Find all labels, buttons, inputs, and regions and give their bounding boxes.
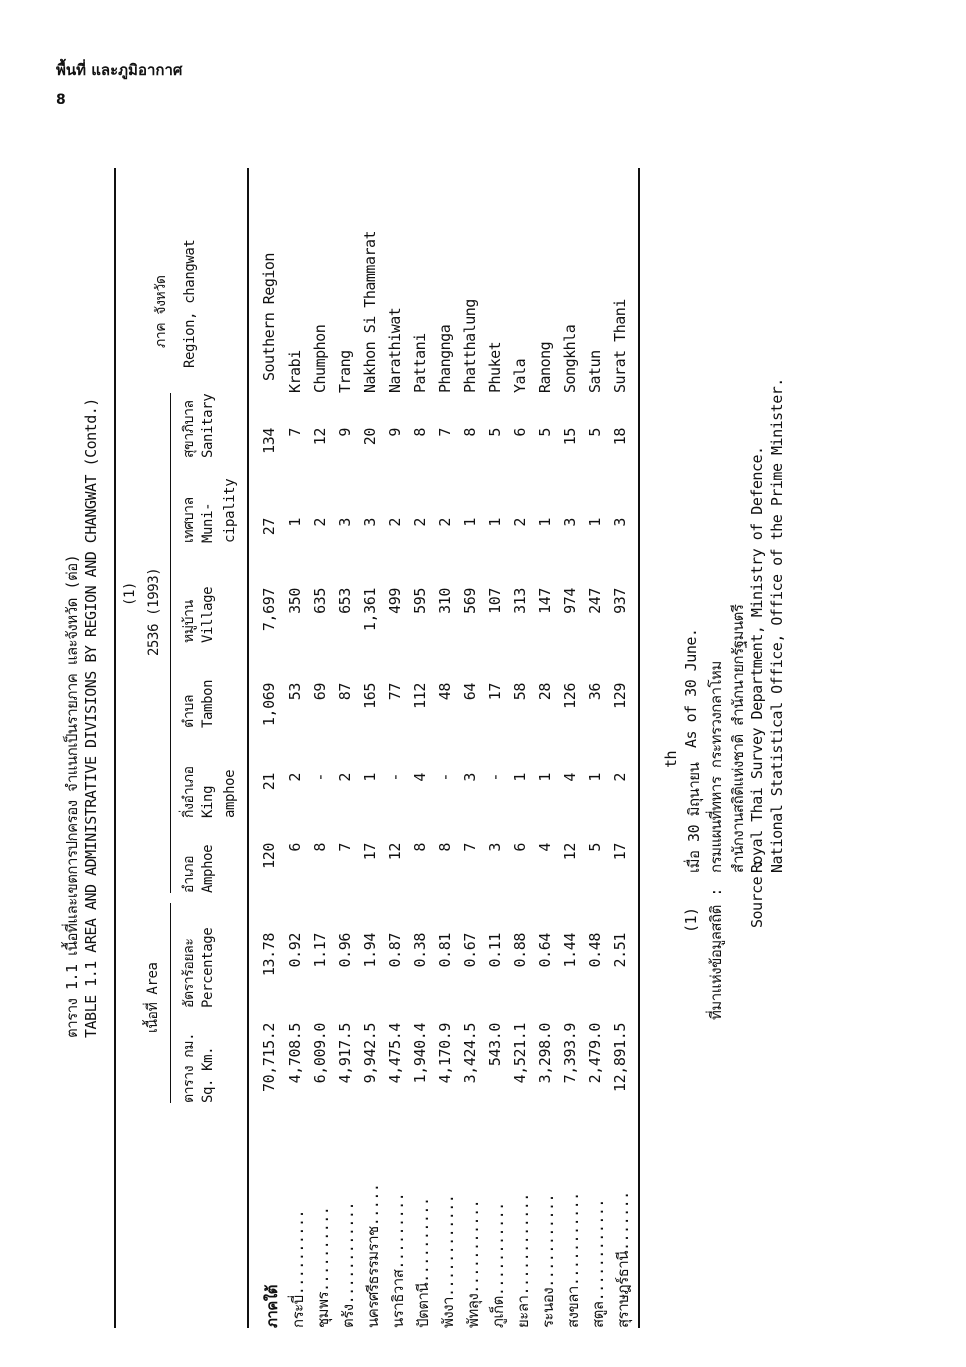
cell-en: Songkhla [561,324,579,393]
cell-sqkm: 4,475.4 [386,1023,404,1084]
cell-sanitary: 134 [260,428,278,454]
header-pct-thai: อัตราร้อยละ [181,938,197,1008]
header-muni-english-2: cipality [222,478,238,543]
cell-muni: 1 [286,518,304,527]
cell-village: 653 [336,588,354,614]
cell-tambon: 87 [336,683,354,701]
cell-village: 635 [311,588,329,614]
cell-muni: 1 [486,518,504,527]
cell-en: Phatthalung [461,299,479,393]
cell-pct: 1.94 [361,933,379,968]
source-label-thai: ที่มาแห่งข้อมูลสถิติ : [707,888,725,1020]
cell-sqkm: 4,708.5 [286,1023,304,1084]
cell-sanitary: 8 [411,428,429,437]
cell-amphoe: 6 [286,843,304,852]
header-king-thai: กิ่งอำเภอ [181,766,197,818]
cell-en: Trang [336,350,354,393]
cell-pct: 2.51 [611,933,629,968]
header-muni-thai: เทศบาล [181,497,197,543]
cell-sanitary: 7 [436,428,454,437]
cell-en: Narathiwat [386,307,404,393]
cell-village: 7,697 [260,588,278,632]
cell-pct: 1.44 [561,933,579,968]
cell-amphoe: 17 [611,843,629,861]
source-thai-2: สำนักงานสถิติแห่งชาติ สำนักนายกรัฐมนตรี [729,604,747,873]
cell-en: Chumphon [311,324,329,393]
header-sanitary-english: Sanitary [200,393,216,458]
cell-en: Krabi [286,350,304,393]
cell-sqkm: 1,940.4 [411,1023,429,1084]
cell-king: 1 [361,773,379,782]
header-area-group: เนื้อที่ Area [145,962,161,1033]
header-king-english-2: amphoe [222,769,238,818]
cell-village: 595 [411,588,429,614]
bottom-rule [638,168,640,1328]
cell-sqkm: 3,424.5 [461,1023,479,1084]
cell-village: 937 [611,588,629,614]
cell-king: 2 [286,773,304,782]
footnote-superscript: th [662,750,680,768]
cell-pct: 0.67 [461,933,479,968]
cell-th: นราธิวาส......... [389,1192,407,1328]
header-tambon-english: Tambon [200,679,216,728]
cell-sanitary: 6 [511,428,529,437]
header-village-thai: หมู่บ้าน [181,600,197,643]
cell-tambon: 126 [561,683,579,709]
header-tambon-thai: ตำบล [181,694,197,728]
cell-pct: 0.64 [536,933,554,968]
cell-tambon: 69 [311,683,329,701]
cell-sqkm: 6,009.0 [311,1023,329,1084]
cell-th: ภาคใต้ [263,1285,281,1328]
cell-amphoe: 8 [311,843,329,852]
rotated-table-page [50,168,786,1348]
cell-amphoe: 8 [411,843,429,852]
cell-th: นครศรีธรรมราช..... [364,1183,382,1328]
cell-pct: 0.88 [511,933,529,968]
cell-en: Ranong [536,341,554,393]
cell-muni: 3 [611,518,629,527]
header-year-note: (1) [122,581,138,606]
cell-pct: 0.92 [286,933,304,968]
cell-sanitary: 12 [311,428,329,446]
cell-th: พัทลุง........... [464,1199,482,1328]
cell-th: ภูเก็ต........... [489,1202,507,1328]
source-english-2: National Statistical Office, Office of the Prime Minister. [768,378,786,873]
cell-sanitary: 15 [561,428,579,446]
cell-en: Pattani [411,333,429,393]
cell-th: สงขลา........... [564,1192,582,1328]
header-region-english: Region, changwat [182,239,198,368]
header-muni-english: Muni- [200,502,216,543]
cell-pct: 0.81 [436,933,454,968]
cell-tambon: 53 [286,683,304,701]
cell-king: - [311,773,329,782]
table-title-thai: ตาราง 1.1 เนื้อที่และเขตการปกครอง จำแนกเป็นรายภาค และจังหวัด (ต่อ) [63,554,81,1038]
cell-amphoe: 7 [336,843,354,852]
header-amphoe-thai: อำเภอ [181,855,197,893]
table-title-english: TABLE 1.1 AREA AND ADMINISTRATIVE DIVISIONS BY REGION AND CHANGWAT (Contd.) [82,398,100,1038]
cell-sqkm: 12,891.5 [611,1023,629,1093]
cell-village: 147 [536,588,554,614]
cell-amphoe: 8 [436,843,454,852]
header-sqkm-thai: ตาราง กม. [181,1032,197,1103]
cell-sanitary: 5 [586,428,604,437]
cell-village: 1,361 [361,588,379,632]
cell-muni: 2 [311,518,329,527]
cell-muni: 2 [436,518,454,527]
cell-king: 2 [611,773,629,782]
cell-amphoe: 17 [361,843,379,861]
cell-muni: 27 [260,518,278,536]
cell-tambon: 28 [536,683,554,701]
cell-pct: 0.11 [486,933,504,968]
cell-village: 569 [461,588,479,614]
cell-pct: 0.38 [411,933,429,968]
cell-th: สุราษฎร์ธานี....... [614,1191,632,1328]
cell-amphoe: 3 [486,843,504,852]
header-village-english: Village [200,586,216,643]
cell-pct: 0.96 [336,933,354,968]
page-header-thai: พื้นที่ และภูมิอากาศ [56,61,183,79]
cell-th: สตูล............ [589,1199,607,1328]
source-label-english: Source : [748,859,766,928]
cell-tambon: 77 [386,683,404,701]
source-english-1: Royal Thai Survey Department, Ministry of Defence. [748,446,766,873]
cell-amphoe: 12 [386,843,404,861]
page-number: 8 [56,92,66,108]
cell-king: 2 [336,773,354,782]
cell-th: ชุมพร.......... [314,1206,332,1328]
header-sqkm-english: Sq. Km. [200,1046,216,1103]
cell-king: 1 [536,773,554,782]
cell-sqkm: 70,715.2 [260,1023,278,1093]
cell-th: ยะลา............ [514,1193,532,1328]
header-sanitary-thai: สุขาภิบาล [181,400,197,458]
header-year: 2536 (1993) [146,567,162,656]
cell-king: - [436,773,454,782]
cell-village: 499 [386,588,404,614]
cell-sqkm: 4,521.1 [511,1023,529,1084]
header-region-thai: ภาค จังหวัด [153,275,169,348]
cell-muni: 3 [561,518,579,527]
cell-en: Phuket [486,341,504,393]
footnote-marker: (1) [682,907,700,933]
cell-amphoe: 5 [586,843,604,852]
footnote-thai: เมื่อ 30 มิถุนายน [685,762,703,873]
cell-pct: 1.17 [311,933,329,968]
cell-king: - [486,773,504,782]
cell-tambon: 1,069 [260,683,278,727]
cell-th: ปัตตานี.......... [414,1197,432,1328]
cell-th: ระนอง........... [539,1193,557,1328]
cell-sanitary: 5 [486,428,504,437]
cell-sanitary: 8 [461,428,479,437]
cell-th: กระบี่.......... [289,1209,307,1328]
cell-muni: 1 [461,518,479,527]
cell-tambon: 129 [611,683,629,709]
cell-village: 974 [561,588,579,614]
cell-king: 1 [511,773,529,782]
cell-sanitary: 5 [536,428,554,437]
cell-tambon: 165 [361,683,379,709]
cell-sanitary: 18 [611,428,629,446]
cell-village: 310 [436,588,454,614]
cell-amphoe: 12 [561,843,579,861]
cell-muni: 2 [411,518,429,527]
cell-sqkm: 4,917.5 [336,1023,354,1084]
cell-muni: 3 [336,518,354,527]
cell-muni: 2 [386,518,404,527]
cell-en: Nakhon Si Thammarat [361,230,379,393]
cell-village: 247 [586,588,604,614]
cell-tambon: 17 [486,683,504,701]
cell-tambon: 36 [586,683,604,701]
cell-sqkm: 2,479.0 [586,1023,604,1084]
cell-village: 107 [486,588,504,614]
cell-muni: 3 [361,518,379,527]
footnote-english: As of 30 June. [682,628,700,748]
cell-amphoe: 7 [461,843,479,852]
cell-sqkm: 7,393.9 [561,1023,579,1084]
cell-village: 350 [286,588,304,614]
cell-king: 3 [461,773,479,782]
cell-en: Yala [511,358,529,393]
cell-king: 21 [260,773,278,791]
cell-tambon: 112 [411,683,429,709]
cell-pct: 0.48 [586,933,604,968]
header-king-english: King [200,785,216,818]
cell-sanitary: 20 [361,428,379,446]
cell-amphoe: 6 [511,843,529,852]
cell-king: 4 [561,773,579,782]
cell-en: Surat Thani [611,299,629,393]
cell-en: Southern Region [260,253,278,381]
cell-king: 1 [586,773,604,782]
cell-muni: 1 [536,518,554,527]
cell-th: ตรัง............ [339,1202,357,1328]
cell-village: 313 [511,588,529,614]
cell-sanitary: 9 [386,428,404,437]
cell-amphoe: 120 [260,843,278,869]
cell-amphoe: 4 [536,843,554,852]
cell-sqkm: 543.0 [486,1023,504,1067]
cell-muni: 2 [511,518,529,527]
header-amphoe-english: Amphoe [200,844,216,893]
cell-pct: 13.78 [260,933,278,977]
cell-king: - [386,773,404,782]
cell-en: Phangnga [436,324,454,393]
cell-tambon: 48 [436,683,454,701]
cell-sanitary: 9 [336,428,354,437]
cell-sqkm: 4,170.9 [436,1023,454,1084]
cell-tambon: 64 [461,683,479,701]
cell-muni: 1 [586,518,604,527]
cell-en: Satun [586,350,604,393]
header-pct-english: Percentage [200,927,216,1008]
cell-tambon: 58 [511,683,529,701]
cell-sqkm: 9,942.5 [361,1023,379,1084]
cell-th: พังงา............ [439,1194,457,1328]
cell-king: 4 [411,773,429,782]
cell-pct: 0.87 [386,933,404,968]
cell-sanitary: 7 [286,428,304,437]
cell-sqkm: 3,298.0 [536,1023,554,1084]
source-thai-1: กรมแผนที่ทหาร กระทรวงกลาโหม [707,661,725,873]
